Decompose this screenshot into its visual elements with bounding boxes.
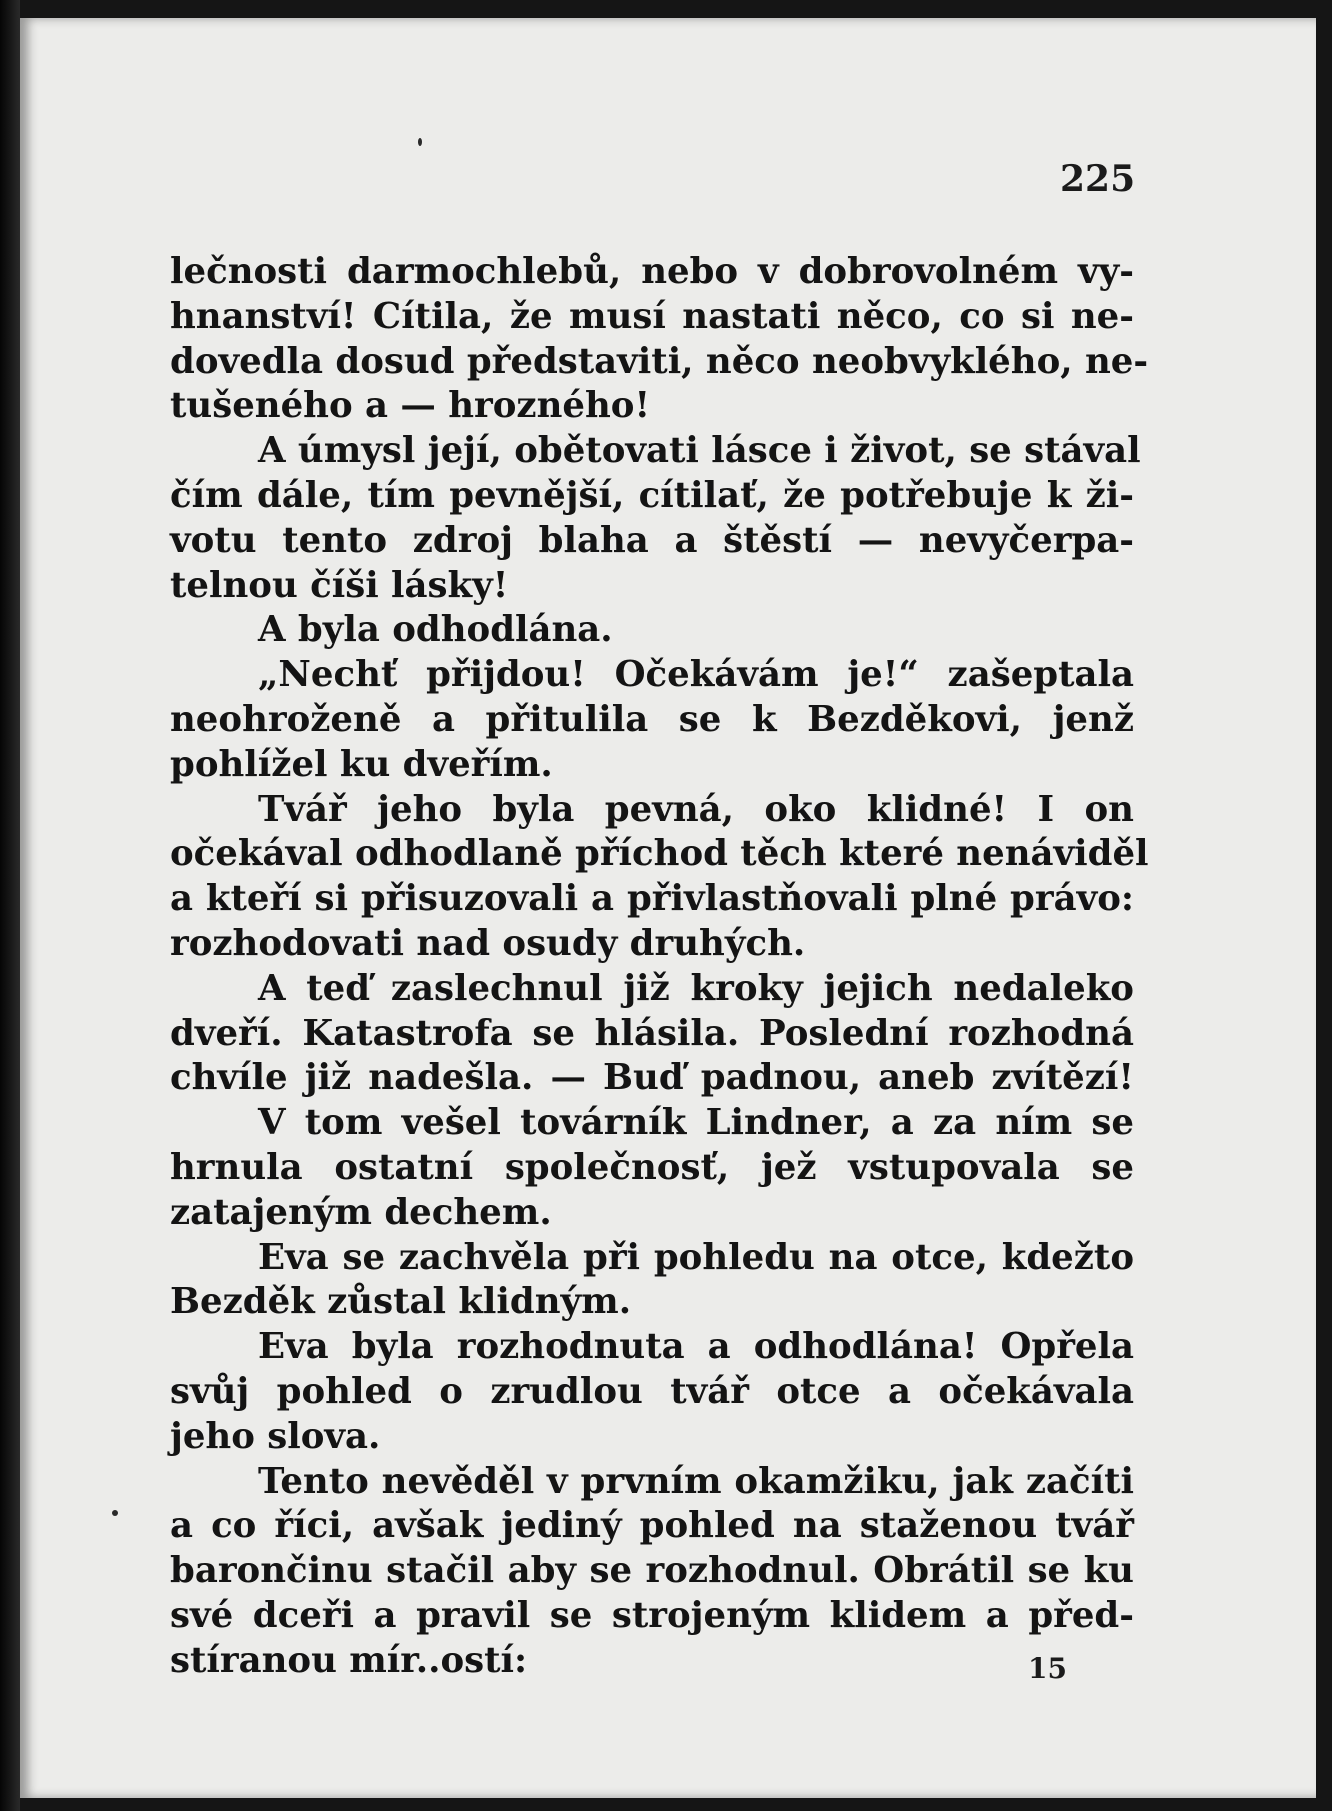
text-line-content: V tom vešel továrník Lindner, a za ním se (258, 1102, 1134, 1144)
text-line-content: rozhodovati nad osudy druhých. (170, 922, 806, 964)
scan-left-edge (0, 0, 20, 1811)
text-line-content: zatajeným dechem. (170, 1191, 552, 1233)
text-line (170, 1594, 1134, 1639)
text-line (170, 1236, 1134, 1281)
text-line (170, 295, 1134, 340)
text-line (170, 653, 1134, 698)
text-line (170, 1504, 1134, 1549)
text-line (170, 384, 1134, 429)
text-line (170, 743, 1134, 788)
text-line-content: neohroženě a přitulila se k Bezděkovi, jenž (170, 698, 1134, 740)
text-line (170, 832, 1149, 877)
text-line (170, 340, 1149, 385)
text-line (170, 429, 1141, 474)
text-line (170, 698, 1134, 743)
text-line-content: tušeného a — hrozného! (170, 385, 651, 427)
text-line-content: Bezděk zůstal klidným. (170, 1281, 632, 1323)
text-line (170, 1012, 1134, 1057)
text-line (170, 1549, 1134, 1594)
body-text (170, 250, 1149, 1685)
text-line-content: stíranou mír..ostí: (170, 1639, 528, 1681)
text-line (170, 250, 1134, 295)
text-line-content: dovedla dosud představiti, něco neobvyklého, ne- (170, 340, 1149, 382)
text-line (170, 1639, 1134, 1684)
text-line-content: hnanství! Cítila, že musí nastati něco, co si ne- (170, 295, 1134, 337)
text-line-content: Tvář jeho byla pevná, oko klidné! I on (258, 788, 1134, 830)
text-line-content: očekával odhodlaně příchod těch které nenáviděl (170, 833, 1149, 875)
text-line (170, 608, 1134, 653)
text-line-content: Eva byla rozhodnuta a odhodlána! Opřela (258, 1326, 1134, 1368)
ink-speck (112, 1510, 118, 1516)
text-line (170, 877, 1134, 922)
text-line-content: A úmysl její, obětovati lásce i život, se stával (258, 430, 1141, 472)
text-line-content: pohlížel ku dveřím. (170, 743, 553, 785)
text-line-content: Eva se zachvěla při pohledu na otce, kdežto (258, 1236, 1134, 1278)
text-line-content: a kteří si přisuzovali a přivlastňovali plné právo: (170, 878, 1134, 920)
text-line-content: chvíle již nadešla. — Buď padnou, aneb zvítězí! (170, 1057, 1134, 1099)
ink-speck (418, 138, 422, 146)
text-line (170, 1101, 1134, 1146)
text-line-content: A teď zaslechnul již kroky jejich nedaleko (258, 967, 1134, 1009)
text-line (170, 1280, 1134, 1325)
text-line-content: své dceři a pravil se strojeným klidem a před- (170, 1594, 1134, 1636)
book-page (20, 18, 1316, 1798)
text-line-content: dveří. Katastrofa se hlásila. Poslední rozhodná (170, 1012, 1134, 1054)
text-line-content: čím dále, tím pevnější, cítilať, že potřebuje k ži- (170, 474, 1134, 516)
text-line (170, 1460, 1134, 1505)
text-line-content: hrnula ostatní společnosť, jež vstupovala se (170, 1146, 1134, 1188)
text-line-content: svůj pohled o zrudlou tvář otce a očekávala (170, 1370, 1134, 1412)
text-line-content: „Nechť přijdou! Očekávám je!“ zašeptala (258, 654, 1134, 696)
text-line (170, 1370, 1134, 1415)
text-line (170, 967, 1134, 1012)
printer-signature-mark: 15 (1028, 1651, 1067, 1685)
text-line-content: jeho slova. (170, 1415, 381, 1457)
text-line-content: a co říci, avšak jediný pohled na staženou tvář (170, 1505, 1134, 1547)
text-line-content: Tento nevěděl v prvním okamžiku, jak začíti (258, 1460, 1134, 1502)
text-line (170, 922, 1134, 967)
text-line-content: A byla odhodlána. (258, 609, 613, 651)
text-line (170, 519, 1134, 564)
text-line-content: barončinu stačil aby se rozhodnul. Obrátil se ku (170, 1550, 1134, 1592)
text-line (170, 564, 1134, 609)
page-number: 225 (1060, 158, 1136, 200)
text-line (170, 1056, 1134, 1101)
text-line (170, 1415, 1134, 1460)
text-line (170, 1146, 1134, 1191)
text-line (170, 1325, 1134, 1370)
text-line (170, 1191, 1134, 1236)
text-line (170, 788, 1134, 833)
text-line-content: lečnosti darmochlebů, nebo v dobrovolném vy- (170, 251, 1134, 292)
text-line-content: votu tento zdroj blaha a štěstí — nevyčerpa- (170, 519, 1134, 561)
text-line (170, 474, 1134, 519)
text-line-content: telnou číši lásky! (170, 564, 509, 606)
